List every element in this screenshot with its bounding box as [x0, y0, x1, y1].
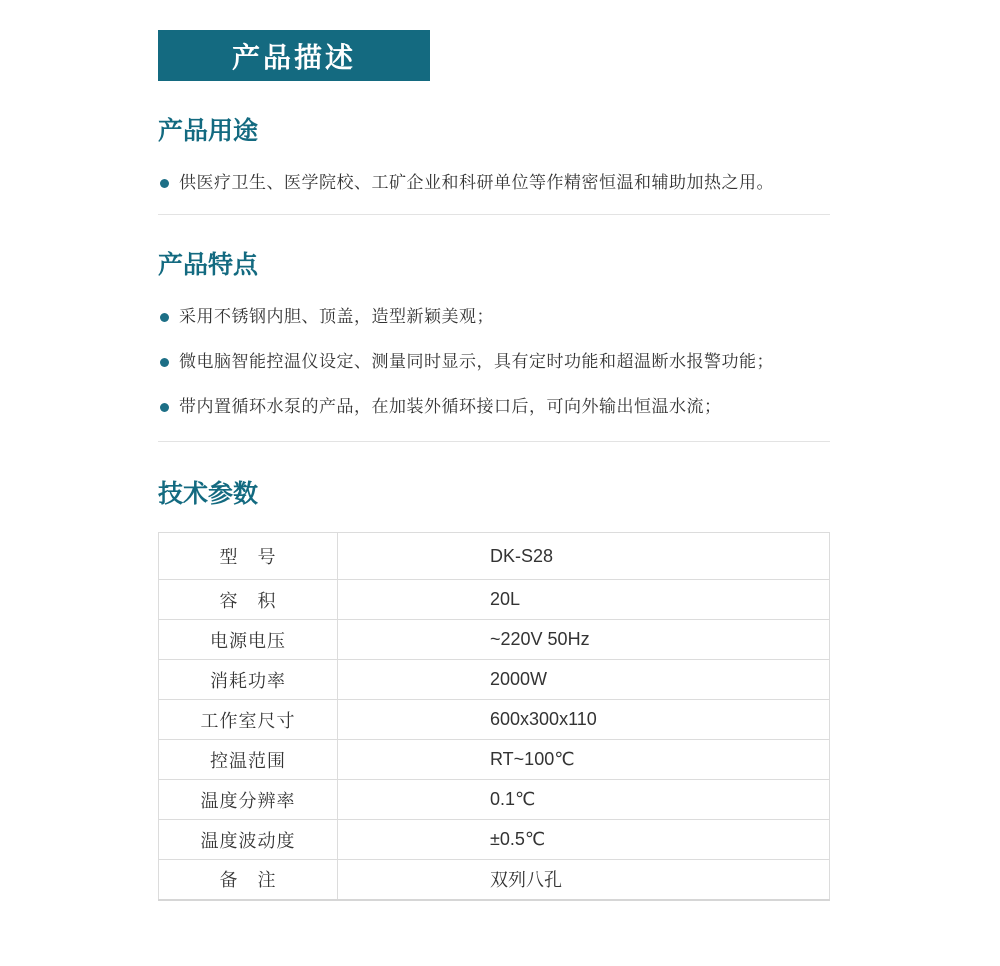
feature-bullet-text: 带内置循环水泵的产品，在加装外循环接口后，可向外输出恒温水流；: [179, 397, 722, 416]
spec-label-capacity: 容 积: [159, 580, 338, 620]
spec-value-capacity: 20L: [338, 580, 830, 620]
table-row: [159, 740, 830, 780]
table-row: [159, 620, 830, 660]
spec-value-temp-range: RT~100℃: [338, 740, 830, 780]
table-row: [159, 820, 830, 860]
spec-label-power: 消耗功率: [159, 660, 338, 700]
bullet-dot-icon: [160, 179, 169, 188]
spec-label-voltage: 电源电压: [159, 620, 338, 660]
spec-label-remark: 备 注: [159, 860, 338, 900]
section-divider: [158, 441, 830, 442]
spec-label-resolution: 温度分辨率: [159, 780, 338, 820]
spec-value-resolution: 0.1℃: [338, 780, 830, 820]
bullet-dot-icon: [160, 358, 169, 367]
spec-table: [158, 532, 830, 901]
table-row: [159, 580, 830, 620]
spec-value-remark: 双列八孔: [338, 860, 830, 900]
list-item: [158, 395, 830, 419]
bullet-dot-icon: [160, 313, 169, 322]
spec-value-power: 2000W: [338, 660, 830, 700]
section-divider: [158, 214, 830, 215]
list-item: [158, 305, 830, 329]
page-banner: [158, 30, 430, 81]
spec-label-temp-range: 控温范围: [159, 740, 338, 780]
table-row: [159, 660, 830, 700]
spec-label-model: 型 号: [159, 533, 338, 580]
list-item: [158, 350, 830, 374]
list-item: [158, 171, 830, 195]
section-heading-specs: 技术参数: [158, 480, 259, 508]
feature-bullet-text: 采用不锈钢内胆、顶盖，造型新颖美观；: [179, 307, 494, 326]
content-column: [158, 30, 830, 901]
spec-value-model: DK-S28: [338, 533, 830, 580]
table-row: [159, 533, 830, 580]
table-row: [159, 700, 830, 740]
section-heading-usage: 产品用途: [158, 117, 259, 145]
table-row: [159, 780, 830, 820]
section-heading-features: 产品特点: [158, 251, 259, 279]
table-row: [159, 860, 830, 900]
spec-value-fluctuation: ±0.5℃: [338, 820, 830, 860]
spec-value-chamber-size: 600x300x110: [338, 700, 830, 740]
feature-bullet-text: 微电脑智能控温仪设定、测量同时显示，具有定时功能和超温断水报警功能；: [179, 352, 774, 371]
spec-value-voltage: ~220V 50Hz: [338, 620, 830, 660]
spec-label-fluctuation: 温度波动度: [159, 820, 338, 860]
usage-bullet-text: 供医疗卫生、医学院校、工矿企业和科研单位等作精密恒温和辅助加热之用。: [179, 173, 774, 192]
spec-label-chamber-size: 工作室尺寸: [159, 700, 338, 740]
bullet-dot-icon: [160, 403, 169, 412]
page-title: 产品描述: [231, 41, 356, 73]
